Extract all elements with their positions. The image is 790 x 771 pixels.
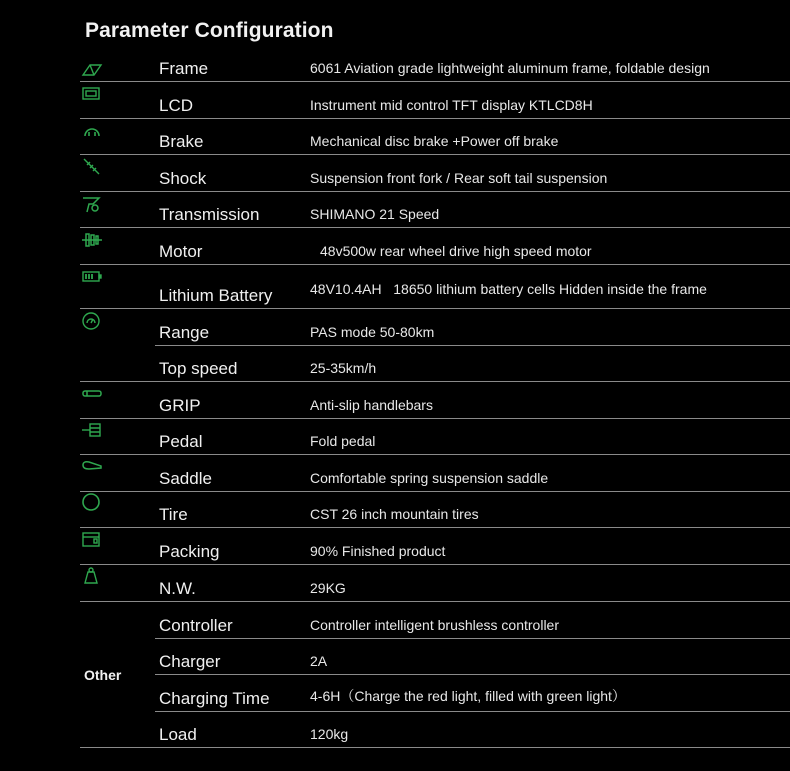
spec-name: LCD [159, 96, 194, 115]
spec-value: Instrument mid control TFT display KTLCD8H [310, 97, 593, 113]
spec-row-charger [0, 639, 790, 675]
battery-icon [81, 267, 103, 287]
spec-name: Motor [159, 242, 203, 261]
spec-value: SHIMANO 21 Speed [310, 206, 440, 222]
packing-icon [81, 529, 103, 549]
spec-row-charging-time [0, 675, 790, 712]
spec-name: Charging Time [159, 689, 270, 708]
spec-name: Range [159, 323, 210, 342]
page-title: Parameter Configuration [85, 19, 334, 42]
spec-row-top-speed [0, 346, 790, 382]
shock-icon [81, 157, 103, 177]
spec-value: Controller intelligent brushless controller [310, 617, 560, 633]
spec-name: Shock [159, 169, 207, 188]
pedal-icon [81, 421, 103, 441]
spec-row-net-weight [0, 565, 790, 602]
spec-name: Lithium Battery [159, 286, 273, 305]
spec-value: 120kg [310, 726, 349, 742]
spec-row-motor [0, 228, 790, 265]
spec-row-tire [0, 492, 790, 528]
spec-value: 48v500w rear wheel drive high speed motor [320, 243, 592, 259]
spec-name: Tire [159, 505, 188, 524]
spec-value: 48V10.4AH 18650 lithium battery cells Hidden inside the frame [310, 281, 707, 297]
spec-value: Anti-slip handlebars [310, 397, 433, 413]
spec-row-shock [0, 155, 790, 192]
spec-value: Mechanical disc brake +Power off brake [310, 133, 559, 149]
spec-row-pedal [0, 419, 790, 455]
tire-icon [81, 492, 103, 512]
spec-row-load [0, 712, 790, 748]
range-icon [81, 311, 103, 331]
spec-value: 6061 Aviation grade lightweight aluminum frame, foldable design [310, 60, 710, 76]
spec-name: Top speed [159, 359, 238, 378]
transmission-icon [81, 194, 103, 214]
spec-value: PAS mode 50-80km [310, 324, 435, 340]
spec-row-controller [0, 602, 790, 639]
row-divider [80, 747, 790, 748]
other-group-label: Other [84, 667, 122, 683]
spec-value: 29KG [310, 580, 346, 596]
lcd-icon [81, 84, 103, 104]
spec-row-transmission [0, 192, 790, 228]
spec-name: Pedal [159, 432, 203, 451]
spec-name: Packing [159, 542, 220, 561]
spec-value: 4-6H（Charge the red light, filled with green light） [310, 688, 626, 704]
spec-name: Brake [159, 132, 204, 151]
spec-value: Fold pedal [310, 433, 376, 449]
spec-value: Suspension front fork / Rear soft tail suspension [310, 170, 608, 186]
saddle-icon [81, 457, 103, 477]
spec-value: 25-35km/h [310, 360, 377, 376]
spec-row-lcd [0, 82, 790, 119]
spec-value: CST 26 inch mountain tires [310, 506, 479, 522]
spec-row-grip [0, 382, 790, 419]
spec-name: N.W. [159, 579, 196, 598]
spec-row-saddle [0, 455, 790, 492]
spec-name: Charger [159, 652, 221, 671]
spec-row-frame [0, 55, 790, 82]
spec-row-packing [0, 528, 790, 565]
spec-name: Transmission [159, 205, 260, 224]
spec-name: Load [159, 725, 197, 744]
brake-icon [81, 121, 103, 141]
spec-value: 90% Finished product [310, 543, 446, 559]
spec-name: GRIP [159, 396, 201, 415]
grip-icon [81, 384, 103, 404]
spec-name: Frame [159, 59, 209, 78]
spec-row-brake [0, 119, 790, 155]
weight-icon [81, 566, 103, 586]
spec-row-range [0, 309, 790, 346]
spec-value: 2A [310, 653, 328, 669]
spec-name: Controller [159, 616, 233, 635]
spec-value: Comfortable spring suspension saddle [310, 470, 549, 486]
motor-icon [81, 230, 103, 250]
frame-icon [81, 60, 103, 80]
spec-name: Saddle [159, 469, 212, 488]
spec-row-lithium-battery [0, 265, 790, 309]
